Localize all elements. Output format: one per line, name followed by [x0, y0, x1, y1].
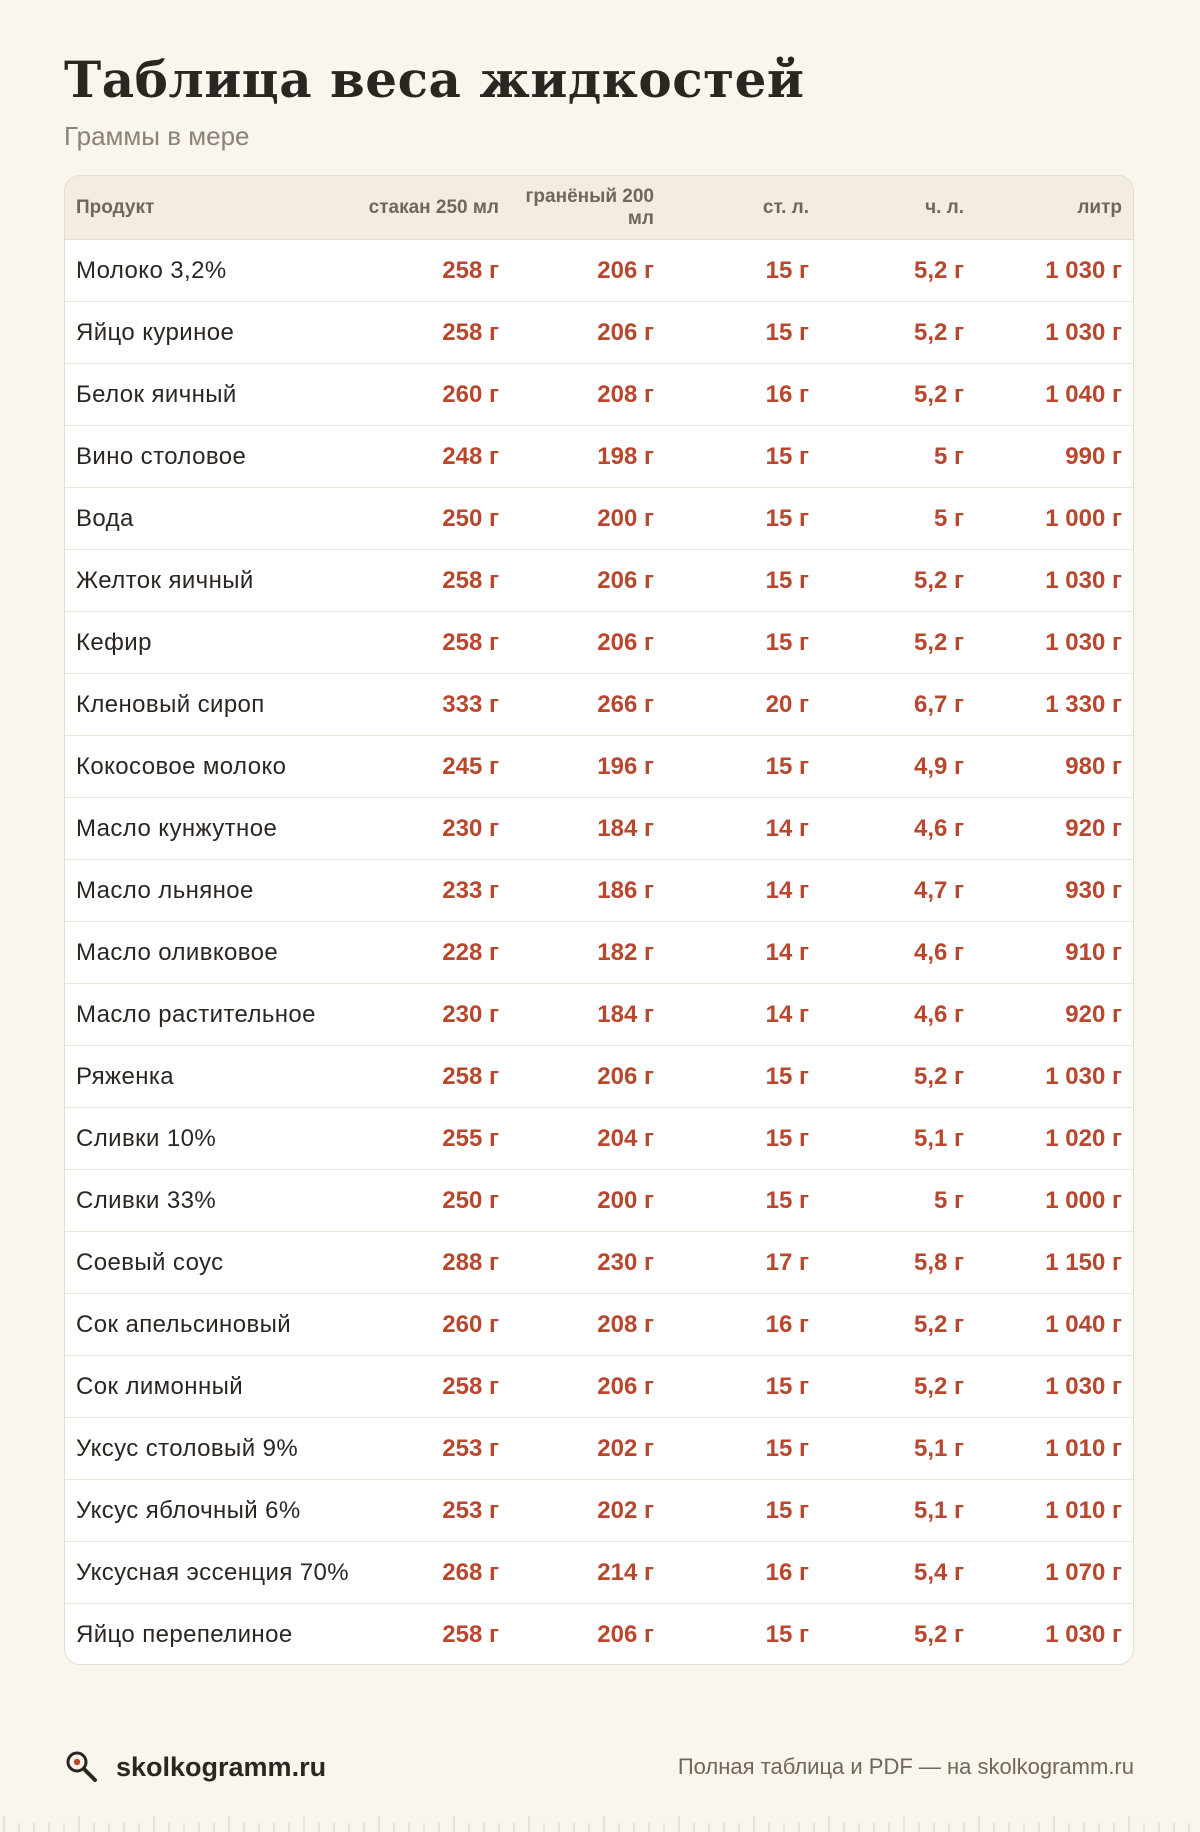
value-tablespoon: 17 г: [765, 1248, 809, 1276]
value-faceted-200: 202 г: [597, 1434, 654, 1462]
value-liter: 1 150 г: [1045, 1248, 1122, 1276]
value-faceted-200: 206 г: [597, 1621, 654, 1648]
table-row: [65, 302, 1133, 364]
value-liter: 1 040 г: [1045, 1310, 1122, 1338]
value-liter: 1 070 г: [1045, 1558, 1122, 1586]
value-teaspoon: 5,2 г: [913, 1372, 964, 1400]
value-tablespoon: 15 г: [765, 1062, 809, 1090]
product-name: Масло льняное: [76, 876, 254, 904]
value-tablespoon: 15 г: [765, 318, 809, 346]
product-name: Масло оливковое: [76, 938, 279, 966]
value-teaspoon: 5,4 г: [913, 1558, 964, 1586]
value-liter: 1 000 г: [1045, 1186, 1122, 1214]
product-name: Кефир: [76, 628, 152, 656]
product-name: Кокосовое молоко: [76, 752, 287, 780]
value-faceted-200: 200 г: [597, 1186, 654, 1214]
value-faceted-200: 206 г: [597, 256, 654, 284]
table-row: [65, 1356, 1133, 1418]
value-teaspoon: 5,2 г: [913, 380, 964, 408]
value-tablespoon: 15 г: [765, 752, 809, 780]
value-tablespoon: 16 г: [765, 1310, 809, 1338]
magnifier-icon: [64, 1749, 100, 1785]
table-row: [65, 550, 1133, 612]
value-teaspoon: 5,2 г: [913, 628, 964, 656]
value-liter: 1 000 г: [1045, 504, 1122, 532]
table-header: [65, 176, 1133, 240]
value-teaspoon: 5,2 г: [913, 256, 964, 284]
value-teaspoon: 5,2 г: [913, 1062, 964, 1090]
product-name: Уксус яблочный 6%: [76, 1496, 301, 1524]
value-faceted-200: 184 г: [597, 1000, 654, 1028]
value-teaspoon: 4,6 г: [913, 1000, 964, 1028]
value-liter: 1 030 г: [1045, 1062, 1122, 1090]
value-faceted-200: 206 г: [597, 566, 654, 594]
value-faceted-200: 182 г: [597, 938, 654, 966]
product-name: Вино столовое: [76, 442, 247, 470]
value-glass-250: 250 г: [442, 1186, 499, 1214]
table-row: [65, 426, 1133, 488]
value-liter: 930 г: [1065, 876, 1122, 904]
value-teaspoon: 6,7 г: [913, 690, 964, 718]
table-row: [65, 488, 1133, 550]
table-row: [65, 364, 1133, 426]
value-teaspoon: 5,8 г: [913, 1248, 964, 1276]
product-name: Масло растительное: [76, 1000, 316, 1028]
value-teaspoon: 5 г: [933, 442, 964, 470]
table-row: [65, 1046, 1133, 1108]
value-liter: 980 г: [1065, 752, 1122, 780]
column-header-faceted-200: гранёный 200 мл: [525, 185, 654, 229]
value-glass-250: 258 г: [442, 256, 499, 284]
value-glass-250: 248 г: [442, 442, 499, 470]
product-name: Масло кунжутное: [76, 814, 278, 842]
value-glass-250: 260 г: [442, 380, 499, 408]
value-glass-250: 250 г: [442, 504, 499, 532]
table-row: [65, 1604, 1133, 1665]
value-teaspoon: 4,9 г: [913, 752, 964, 780]
table-row: [65, 1170, 1133, 1232]
product-name: Желток яичный: [76, 566, 254, 594]
product-name: Соевый соус: [76, 1248, 224, 1276]
value-tablespoon: 15 г: [765, 566, 809, 594]
value-tablespoon: 20 г: [765, 690, 809, 718]
column-header-teaspoon: ч. л.: [925, 196, 964, 218]
value-faceted-200: 214 г: [597, 1558, 654, 1586]
table-row: [65, 240, 1133, 302]
product-name: Кленовый сироп: [76, 690, 265, 718]
value-glass-250: 258 г: [442, 1372, 499, 1400]
value-faceted-200: 202 г: [597, 1496, 654, 1524]
value-faceted-200: 198 г: [597, 442, 654, 470]
value-liter: 1 330 г: [1045, 690, 1122, 718]
value-teaspoon: 4,6 г: [913, 814, 964, 842]
table-body: [65, 240, 1133, 1665]
product-name: Сливки 10%: [76, 1124, 217, 1152]
value-teaspoon: 5,1 г: [913, 1496, 964, 1524]
value-faceted-200: 196 г: [597, 752, 654, 780]
value-liter: 910 г: [1065, 938, 1122, 966]
value-faceted-200: 208 г: [597, 380, 654, 408]
product-name: Молоко 3,2%: [76, 256, 227, 284]
value-glass-250: 288 г: [442, 1248, 499, 1276]
value-teaspoon: 4,6 г: [913, 938, 964, 966]
product-name: Белок яичный: [76, 380, 237, 408]
value-faceted-200: 206 г: [597, 1062, 654, 1090]
table-row: [65, 1542, 1133, 1604]
page-subtitle: Граммы в мере: [64, 121, 250, 151]
value-liter: 1 030 г: [1045, 1621, 1122, 1648]
value-liter: 1 030 г: [1045, 1372, 1122, 1400]
value-glass-250: 228 г: [442, 938, 499, 966]
value-faceted-200: 206 г: [597, 318, 654, 346]
table-row: [65, 1108, 1133, 1170]
value-liter: 920 г: [1065, 1000, 1122, 1028]
page-title: Таблица веса жидкостей: [64, 50, 805, 109]
value-teaspoon: 5 г: [933, 1186, 964, 1214]
value-tablespoon: 15 г: [765, 442, 809, 470]
table-row: [65, 860, 1133, 922]
value-liter: 920 г: [1065, 814, 1122, 842]
value-faceted-200: 230 г: [597, 1248, 654, 1276]
value-liter: 1 030 г: [1045, 256, 1122, 284]
value-tablespoon: 15 г: [765, 1372, 809, 1400]
column-header-liter: литр: [1077, 196, 1122, 218]
table-row: [65, 1418, 1133, 1480]
table-row: [65, 736, 1133, 798]
product-name: Вода: [76, 504, 134, 532]
value-faceted-200: 184 г: [597, 814, 654, 842]
value-liter: 1 020 г: [1045, 1124, 1122, 1152]
table-row: [65, 674, 1133, 736]
ruler-decoration: [0, 1810, 1200, 1832]
value-tablespoon: 14 г: [765, 1000, 809, 1028]
value-faceted-200: 208 г: [597, 1310, 654, 1338]
value-glass-250: 258 г: [442, 1621, 499, 1648]
table-row: [65, 612, 1133, 674]
value-tablespoon: 15 г: [765, 628, 809, 656]
value-teaspoon: 5,2 г: [913, 1621, 964, 1648]
product-name: Сок апельсиновый: [76, 1310, 292, 1338]
value-glass-250: 258 г: [442, 566, 499, 594]
value-tablespoon: 14 г: [765, 938, 809, 966]
weights-table: [64, 175, 1134, 1665]
value-faceted-200: 266 г: [597, 690, 654, 718]
value-glass-250: 253 г: [442, 1434, 499, 1462]
value-liter: 1 030 г: [1045, 628, 1122, 656]
table-row: [65, 798, 1133, 860]
value-teaspoon: 4,7 г: [913, 876, 964, 904]
value-faceted-200: 200 г: [597, 504, 654, 532]
footer-note: Полная таблица и PDF — на skolkogramm.ru: [677, 1754, 1134, 1779]
product-name: Сливки 33%: [76, 1186, 217, 1214]
value-tablespoon: 16 г: [765, 1558, 809, 1586]
value-liter: 1 030 г: [1045, 566, 1122, 594]
value-liter: 990 г: [1065, 442, 1122, 470]
value-liter: 1 030 г: [1045, 318, 1122, 346]
value-liter: 1 010 г: [1045, 1434, 1122, 1462]
table-row: [65, 1480, 1133, 1542]
value-tablespoon: 15 г: [765, 256, 809, 284]
value-glass-250: 258 г: [442, 1062, 499, 1090]
value-teaspoon: 5,2 г: [913, 566, 964, 594]
value-liter: 1 010 г: [1045, 1496, 1122, 1524]
value-faceted-200: 204 г: [597, 1124, 654, 1152]
value-tablespoon: 14 г: [765, 814, 809, 842]
value-teaspoon: 5,2 г: [913, 1310, 964, 1338]
product-name: Уксусная эссенция 70%: [76, 1558, 350, 1586]
value-teaspoon: 5,1 г: [913, 1434, 964, 1462]
value-glass-250: 233 г: [442, 876, 499, 904]
value-teaspoon: 5,2 г: [913, 318, 964, 346]
column-header-tablespoon: ст. л.: [762, 196, 809, 218]
product-name: Ряженка: [76, 1062, 175, 1090]
value-glass-250: 268 г: [442, 1558, 499, 1586]
table-row: [65, 1232, 1133, 1294]
value-glass-250: 255 г: [442, 1124, 499, 1152]
product-name: Яйцо куриное: [76, 318, 235, 346]
value-tablespoon: 14 г: [765, 876, 809, 904]
value-faceted-200: 206 г: [597, 628, 654, 656]
value-glass-250: 258 г: [442, 318, 499, 346]
value-glass-250: 258 г: [442, 628, 499, 656]
value-tablespoon: 15 г: [765, 504, 809, 532]
product-name: Уксус столовый 9%: [76, 1434, 299, 1462]
column-header-product: Продукт: [76, 196, 155, 218]
value-glass-250: 333 г: [442, 690, 499, 718]
value-tablespoon: 15 г: [765, 1186, 809, 1214]
table-row: [65, 1294, 1133, 1356]
site-name: skolkogramm.ru: [116, 1751, 327, 1782]
value-glass-250: 260 г: [442, 1310, 499, 1338]
value-glass-250: 245 г: [442, 752, 499, 780]
value-faceted-200: 186 г: [597, 876, 654, 904]
value-glass-250: 253 г: [442, 1496, 499, 1524]
value-glass-250: 230 г: [442, 1000, 499, 1028]
value-tablespoon: 15 г: [765, 1124, 809, 1152]
value-liter: 1 040 г: [1045, 380, 1122, 408]
value-faceted-200: 206 г: [597, 1372, 654, 1400]
column-header-glass-250: стакан 250 мл: [368, 196, 499, 218]
value-tablespoon: 15 г: [765, 1496, 809, 1524]
footer-logo[interactable]: [64, 1745, 326, 1789]
product-name: Сок лимонный: [76, 1372, 244, 1400]
value-teaspoon: 5 г: [933, 504, 964, 532]
product-name: Яйцо перепелиное: [76, 1621, 293, 1648]
value-tablespoon: 15 г: [765, 1621, 809, 1648]
value-teaspoon: 5,1 г: [913, 1124, 964, 1152]
table-row: [65, 984, 1133, 1046]
value-tablespoon: 15 г: [765, 1434, 809, 1462]
value-glass-250: 230 г: [442, 814, 499, 842]
table-row: [65, 922, 1133, 984]
value-tablespoon: 16 г: [765, 380, 809, 408]
